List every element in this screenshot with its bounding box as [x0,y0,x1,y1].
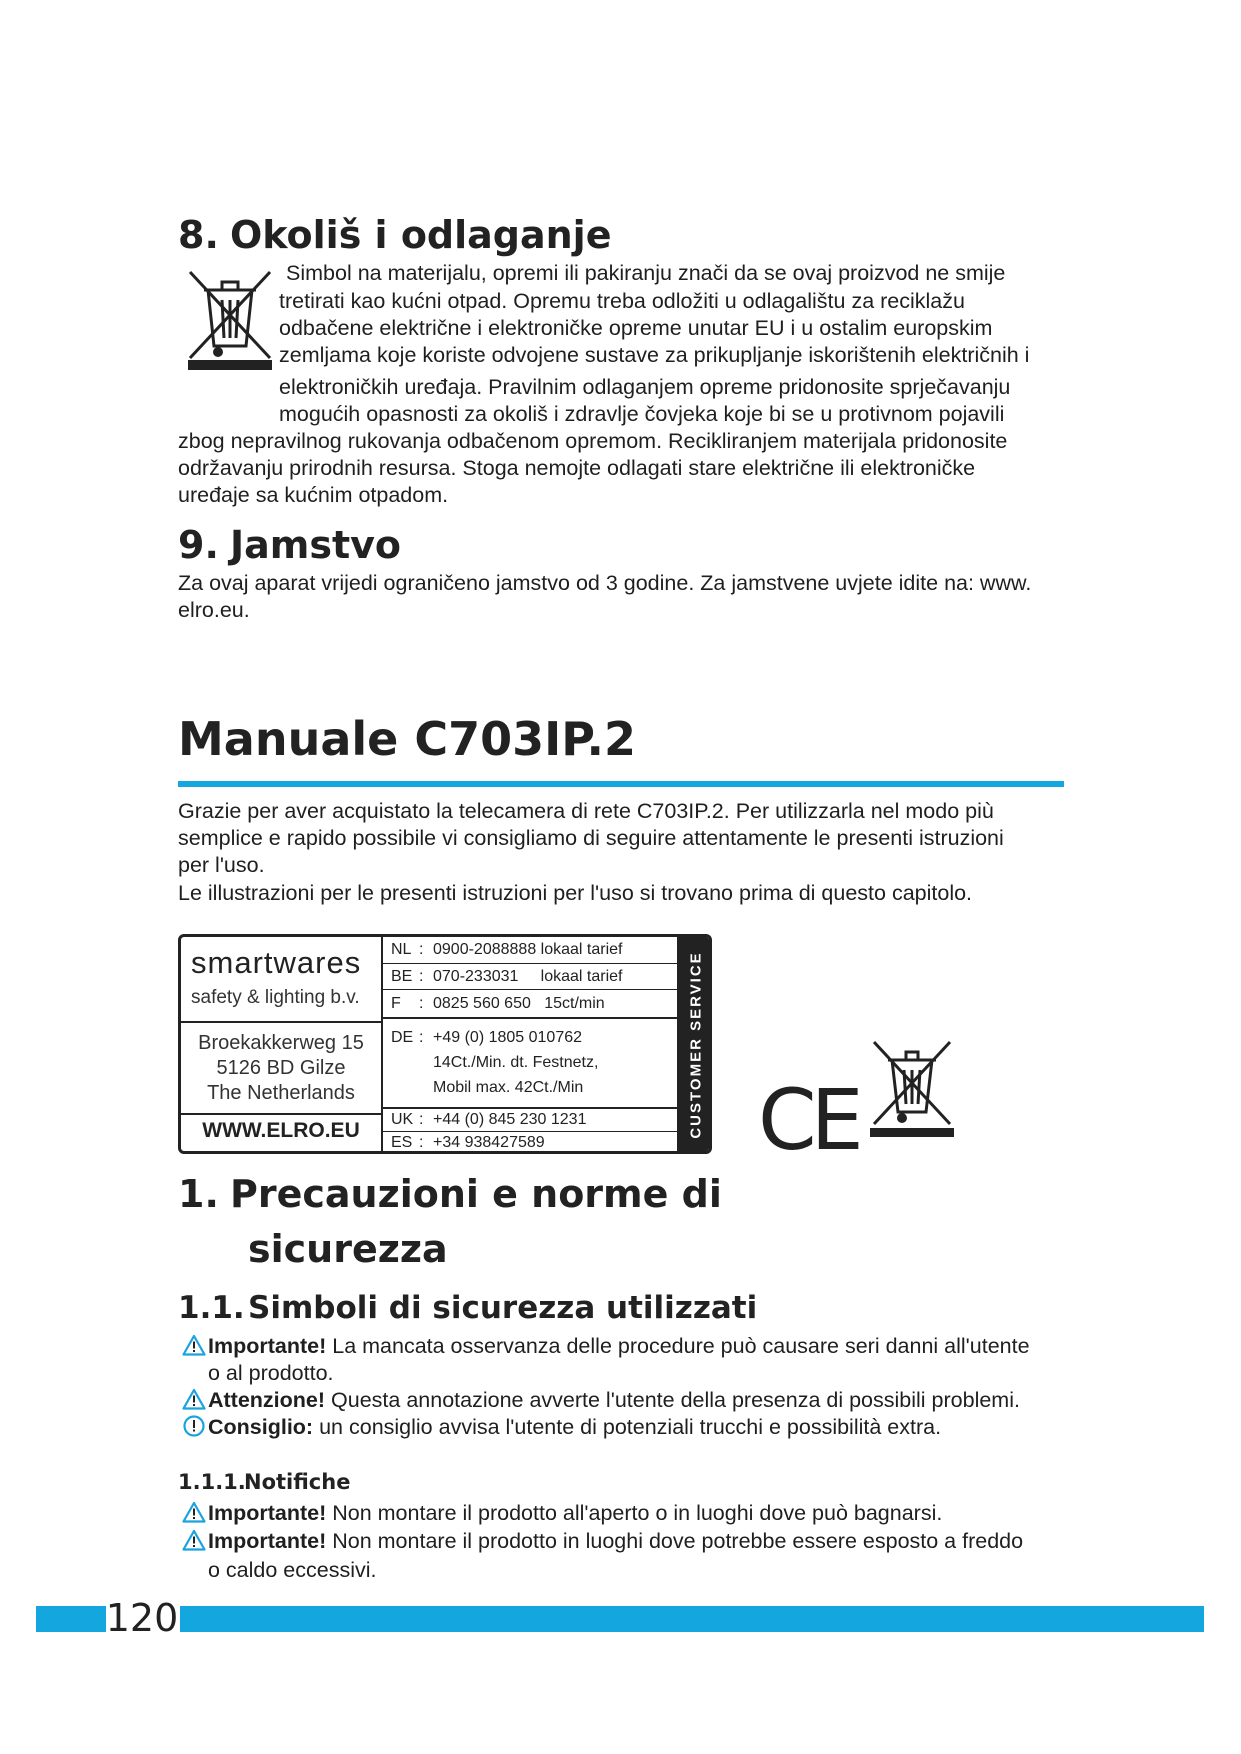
address-line: Broekakkerweg 15 [198,1032,364,1054]
paragraph-line: zbog nepravilnog rukovanja odbačenom opremom. Recikliranjem materijala pridonosite [178,429,1008,453]
note-text: un consiglio avvisa l'utente di potenziali trucchi e possibilità extra. [319,1415,942,1439]
country-code: ES [391,1134,413,1151]
brand-name: smartwares [191,945,362,980]
section-title: Precauzioni e norme di [230,1172,722,1216]
list-item [182,1500,942,1528]
paragraph-line: elro.eu. [178,598,250,622]
list-item [182,1414,941,1442]
weee-bin-icon [866,1036,958,1140]
country-code: BE [391,968,413,985]
section-number: 8. [178,213,219,257]
phone-number: 070-233031 lokaal tarief [433,968,623,985]
customer-service-label: CUSTOMER SERVICE [687,951,705,1139]
list-item [182,1387,1020,1415]
note-text-cont: o al prodotto. [208,1361,334,1385]
section-number: 1.1. [178,1290,245,1326]
weee-bin-icon [186,268,274,372]
paragraph-line: Grazie per aver acquistato la telecamera di rete C703IP.2. Per utilizzarla nel modo più [178,799,994,823]
section-title: Notifiche [244,1470,351,1494]
warning-triangle-icon [182,1529,206,1551]
section-8-heading [178,213,611,257]
note-text: Non montare il prodotto in luoghi dove potrebbe essere esposto a freddo [332,1529,1024,1553]
phone-note: Mobil max. 42Ct./Min [433,1079,584,1096]
paragraph-line: odbačene električne i elektroničke opreme unutar EU i u ostalim europskim [279,316,993,340]
phone-number: +34 938427589 [433,1134,545,1151]
phone-number: 0900-2088888 lokaal tarief [433,941,623,958]
title-rule [178,781,1064,787]
note-label: Consiglio: [208,1415,314,1439]
phone-number: 0825 560 650 15ct/min [433,995,605,1012]
list-item [182,1528,1023,1556]
section-1-1-heading [178,1290,757,1326]
paragraph-line: tretirati kao kućni otpad. Opremu treba odložiti u odlagalištu za reciklažu [279,289,965,313]
ce-mark: CE [758,1071,858,1169]
phone-note: 14Ct./Min. dt. Festnetz, [433,1054,599,1071]
paragraph-line: mogućih opasnosti za okoliš i zdravlje čovjeka koje bi se u protivnom pojavili [279,402,1005,426]
footer-bar-left [36,1606,106,1632]
section-title: Simboli di sicurezza utilizzati [248,1290,758,1326]
manual-title: Manuale C703IP.2 [178,712,636,766]
country-code: DE [391,1029,414,1046]
section-number: 9. [178,523,219,567]
paragraph-line: elektroničkih uređaja. Pravilnim odlaganjem opreme pridonosite sprječavanju [279,375,1011,399]
brand-subtitle: safety & lighting b.v. [191,987,360,1008]
section-1-heading [178,1172,722,1216]
paragraph-line: Simbol na materijalu, opremi ili pakiranju znači da se ovaj proizvod ne smije [286,261,1006,285]
section-title: Jamstvo [230,523,402,567]
info-circle-icon [182,1415,206,1437]
note-label: Importante! [208,1529,327,1553]
section-number: 1. [178,1172,219,1216]
section-1-heading-cont: sicurezza [248,1227,448,1271]
footer-bar-right [180,1606,1204,1632]
list-item [182,1333,1030,1361]
warning-triangle-icon [182,1501,206,1523]
paragraph-line: održavanju prirodnih resursa. Stoga nemojte odlagati stare električne ili elektroničke [178,456,976,480]
note-text: La mancata osservanza delle procedure può causare seri danni all'utente [332,1334,1030,1358]
note-text: Non montare il prodotto all'aperto o in luoghi dove può bagnarsi. [332,1501,943,1525]
paragraph-line: zemljama koje koriste odvojene sustave za prikupljanje iskorištenih električnih i [279,343,1030,367]
country-code: UK [391,1111,414,1128]
warning-triangle-icon [182,1334,206,1356]
phone-number: +49 (0) 1805 010762 [433,1029,583,1046]
section-number: 1.1.1. [178,1470,246,1494]
paragraph-line: semplice e rapido possibile vi consigliamo di seguire attentamente le presenti istruzioni [178,826,1004,850]
warning-triangle-icon [182,1388,206,1410]
address-line: 5126 BD Gilze [216,1057,346,1079]
note-text-cont: o caldo eccessivi. [208,1558,377,1582]
phone-number: +44 (0) 845 230 1231 [433,1111,587,1128]
paragraph-line: uređaje sa kućnim otpadom. [178,483,449,507]
page-number: 120 [105,1596,179,1640]
address-line: The Netherlands [207,1082,355,1104]
website: WWW.ELRO.EU [202,1119,360,1142]
contact-box: smartwares safety & lighting b.v. Broekakkerweg 15 5126 BD Gilze The Netherlands WWW.ELRO.EU NL : 0900-2088888 lokaal tarief BE : 070-233031 lokaal tarief F : 0825 560 650 15ct/min DE : +49 (0) 1805 010762 14Ct./Min. dt. Festnetz, Mobil max. 42Ct./Min UK : +44 (0) 845 230 1231 ES : +34 938427589 CUSTOMER SERVICE [178,934,712,1154]
paragraph-line: Le illustrazioni per le presenti istruzioni per l'uso si trovano prima di questo capitolo. [178,881,973,905]
paragraph-line: Za ovaj aparat vrijedi ograničeno jamstvo od 3 godine. Za jamstvene uvjete idite na: www. [178,571,1032,595]
note-label: Importante! [208,1501,327,1525]
note-label: Attenzione! [208,1388,326,1412]
section-1-1-1-heading [178,1470,350,1494]
note-text: Questa annotazione avverte l'utente della presenza di possibili problemi. [331,1388,1020,1412]
paragraph-line: per l'uso. [178,853,265,877]
country-code: F [391,995,401,1012]
country-code: NL [391,941,412,958]
note-label: Importante! [208,1334,327,1358]
section-9-heading [178,523,401,567]
section-title: Okoliš i odlaganje [230,213,612,257]
